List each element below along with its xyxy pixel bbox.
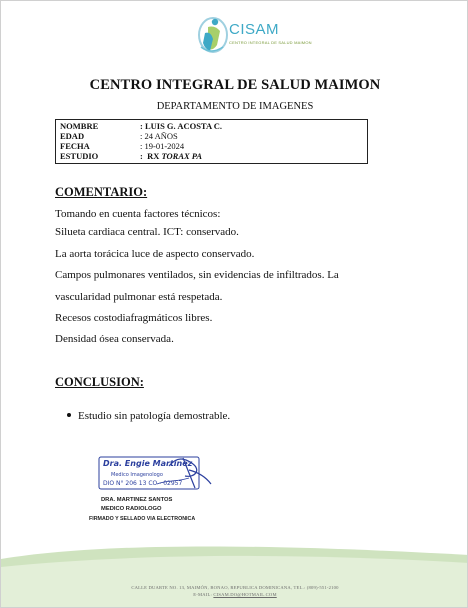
comment-line: Tomando en cuenta factores técnicos:: [55, 208, 221, 220]
medical-figure-icon: [191, 13, 231, 57]
patient-row-age: [60, 131, 363, 141]
clinic-logo: [191, 13, 312, 57]
comment-line: Silueta cardiaca central. ICT: conservado.: [55, 226, 239, 238]
patient-value: : 24 AÑOS: [140, 131, 178, 141]
patient-row-name: [60, 121, 363, 131]
patient-key: EDAD: [60, 131, 85, 141]
patient-value: : LUIS G. ACOSTA C.: [140, 121, 223, 131]
signature-note: FIRMADO Y SELLADO VIA ELECTRONICA: [89, 516, 196, 522]
patient-value: : 19-01-2024: [140, 141, 185, 151]
patient-row-date: [60, 141, 363, 151]
patient-key: FECHA: [60, 141, 90, 151]
doctor-name: DRA. MARTINEZ SANTOS: [101, 497, 173, 503]
footer-wave: [1, 541, 468, 608]
comment-line: vascularidad pulmonar está respetada.: [55, 291, 223, 303]
patient-row-study: [60, 151, 363, 161]
comment-line: La aorta torácica luce de aspecto conservado.: [55, 248, 255, 260]
conclusion-heading: CONCLUSION:: [55, 375, 144, 389]
comment-line: Campos pulmonares ventilados, sin evidencias de infiltrados. La: [55, 269, 339, 281]
logo-subtitle: CENTRO INTEGRAL DE SALUD MAIMON: [229, 40, 312, 45]
conclusion-item: [67, 410, 230, 422]
footer-email: [1, 592, 468, 597]
email-label: E-MAIL:: [193, 592, 214, 597]
patient-key: NOMBRE: [60, 121, 99, 131]
study-name: TORAX PA: [161, 151, 203, 161]
stamp-name: Dra. Engie Martinez: [103, 459, 193, 468]
patient-info-box: [55, 119, 368, 164]
email-link[interactable]: CISAM.DO@HOTMAIL.COM: [213, 592, 277, 597]
study-prefix: : RX: [140, 151, 162, 161]
footer-address: CALLE DUARTE NO. 13, MAIMÓN, BONAO, REPUBLICA DOMINICANA, TEL.: (809)-551-2100: [131, 585, 339, 590]
logo-text: CISAM: [229, 21, 280, 38]
department-title: DEPARTAMENTO DE IMAGENES: [156, 101, 314, 112]
patient-value: [140, 151, 202, 161]
patient-key: ESTUDIO: [60, 151, 99, 161]
comment-heading: COMENTARIO:: [55, 185, 148, 199]
doctor-role: MEDICO RADIOLOGO: [101, 506, 162, 512]
page-title: CENTRO INTEGRAL DE SALUD MAIMON: [89, 77, 381, 93]
doctor-stamp: [97, 454, 215, 494]
bullet-icon: [67, 413, 71, 417]
comment-line: Recesos costodiafragmáticos libres.: [55, 312, 213, 324]
conclusion-text: Estudio sin patología demostrable.: [78, 410, 231, 422]
stamp-code: DIO N° 206 13 CO - 02957: [103, 480, 183, 487]
comment-line: Densidad ósea conservada.: [55, 333, 174, 345]
stamp-role: Medico Imagenologo: [111, 472, 163, 478]
